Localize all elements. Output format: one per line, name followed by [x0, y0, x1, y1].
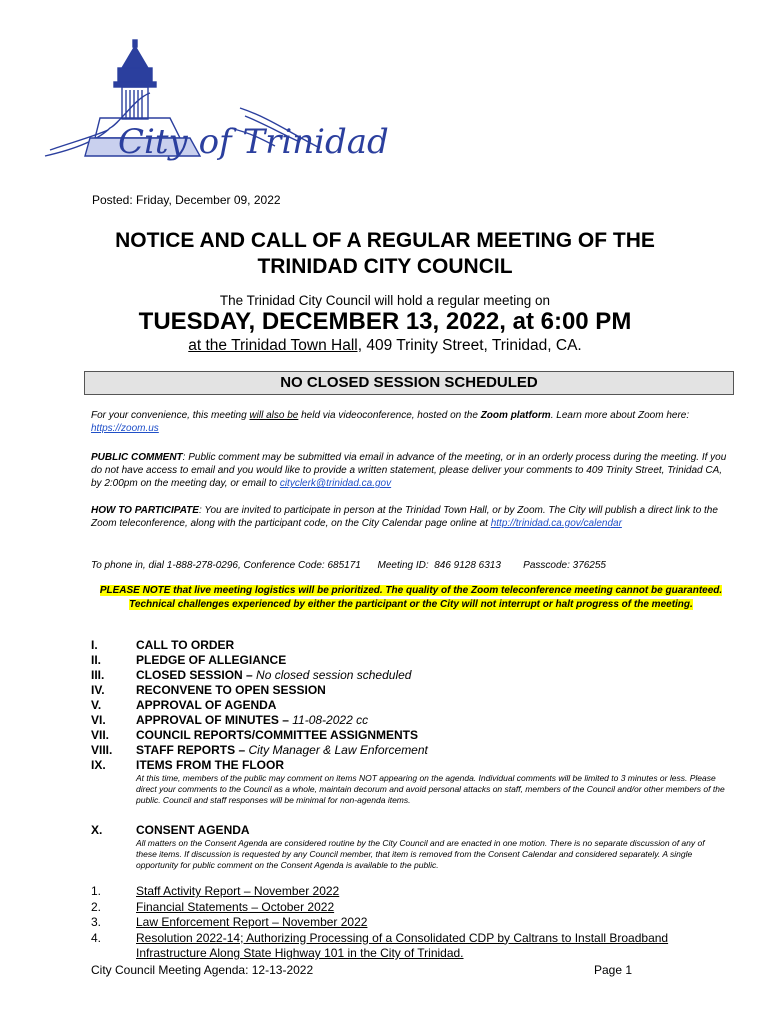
- cityclerk-email-link[interactable]: cityclerk@trinidad.ca.gov: [279, 478, 392, 489]
- agenda-item: IV. RECONVENE TO OPEN SESSION: [91, 683, 326, 697]
- agenda-list: [91, 638, 731, 773]
- posted-date: Posted: Friday, December 09, 2022: [92, 193, 281, 207]
- consent-item[interactable]: 4. Resolution 2022-14; Authorizing Processing of a Consolidated CDP by Caltrans to Install Broadband Infrastructure Along State Highway 101 in the City of Trinidad.: [91, 930, 669, 960]
- page-number: Page 1: [594, 963, 633, 977]
- agenda-item: V. APPROVAL OF AGENDA: [91, 698, 277, 712]
- title-line-1: NOTICE AND CALL OF A REGULAR MEETING OF THE: [115, 229, 655, 252]
- venue-name: at the Trinidad Town Hall,: [188, 337, 363, 354]
- convenience-paragraph: For your convenience, this meeting will also be held via videoconference, hosted on the Zoom platform. Learn more about Zoom here: https://zoom.us: [91, 410, 690, 434]
- agenda-item: IX. ITEMS FROM THE FLOOR: [91, 758, 284, 772]
- meeting-date: TUESDAY, DECEMBER 13, 2022, at 6:00 PM: [138, 308, 632, 335]
- consent-item[interactable]: 1. Staff Activity Report – November 2022: [91, 884, 340, 898]
- venue-address: 409 Trinity Street, Trinidad, CA.: [362, 337, 582, 354]
- zoom-link[interactable]: https://zoom.us: [91, 423, 159, 434]
- agenda-item: II. PLEDGE OF ALLEGIANCE: [91, 653, 287, 667]
- page-title: [60, 228, 710, 280]
- consent-note: All matters on the Consent Agenda are considered routine by the City Council and are enacted in one motion. There is no separate discussion of any of these items. If discussion is requested by any Council member, that item is removed from the Consent Calendar and considered separately. A single opportunity for public comment on the Consent Agenda is available to the public.: [136, 838, 705, 870]
- consent-item[interactable]: 3. Law Enforcement Report – November 2022: [91, 915, 368, 929]
- footer-title: City Council Meeting Agenda: 12-13-2022: [91, 963, 314, 977]
- logo-text: City of Trinidad: [118, 122, 389, 162]
- calendar-link[interactable]: http://trinidad.ca.gov/calendar: [490, 518, 622, 529]
- consent-agenda-heading: X. CONSENT AGENDA: [91, 823, 250, 837]
- consent-item[interactable]: 2. Financial Statements – October 2022: [91, 899, 335, 914]
- floor-note: At this time, members of the public may comment on items NOT appearing on the agenda. Individual comments will be limited to 3 minutes or less. Please direct your comments to the Council as a whole, maintain decorum and avoid personal attacks on staff, members of the Council and/or other members of the public. Council and staff responses will be minimal for non-agenda items.: [136, 773, 725, 805]
- title-line-2: TRINIDAD CITY COUNCIL: [257, 255, 513, 278]
- public-comment-paragraph: PUBLIC COMMENT: Public comment may be submitted via email in advance of the meeting, or in an orderly process during the meeting. If you do not have access to email and you would like to provide a written statement, please deliver your comments to 409 Trinity Street, Trinidad CA, by 2:00pm on the meeting day, or email to cityclerk@trinidad.ca.gov: [91, 452, 727, 489]
- agenda-item: VI. APPROVAL OF MINUTES – 11-08-2022 cc: [91, 713, 369, 727]
- phone-info: To phone in, dial 1-888-278-0296, Conference Code: 685171 Meeting ID: 846 9128 6313 Passcode: 376255: [91, 560, 606, 571]
- meeting-venue: [60, 337, 710, 355]
- closed-session-banner: NO CLOSED SESSION SCHEDULED: [84, 371, 734, 395]
- agenda-item: VII. COUNCIL REPORTS/COMMITTEE ASSIGNMENTS: [91, 728, 419, 742]
- agenda-item: III. CLOSED SESSION – No closed session scheduled: [91, 668, 412, 682]
- how-to-participate-paragraph: HOW TO PARTICIPATE: You are invited to participate in person at the Trinidad Town Hall, or by Zoom. The City will publish a direct link to the Zoom teleconference, along with the participant code, on the City Calendar page online at http://trinidad.ca.gov/calendar: [91, 505, 718, 529]
- logistics-note: PLEASE NOTE that live meeting logistics will be prioritized. The quality of the Zoom teleconference meeting cannot be guaranteed. Technical challenges experienced by either the participant or the City will not interrupt or halt progress of the meeting.: [99, 585, 723, 610]
- consent-items: [91, 884, 731, 962]
- agenda-item: VIII. STAFF REPORTS – City Manager & Law Enforcement: [91, 743, 428, 757]
- meeting-intro: The Trinidad City Council will hold a regular meeting on: [219, 293, 551, 308]
- agenda-item: I. CALL TO ORDER: [91, 638, 235, 652]
